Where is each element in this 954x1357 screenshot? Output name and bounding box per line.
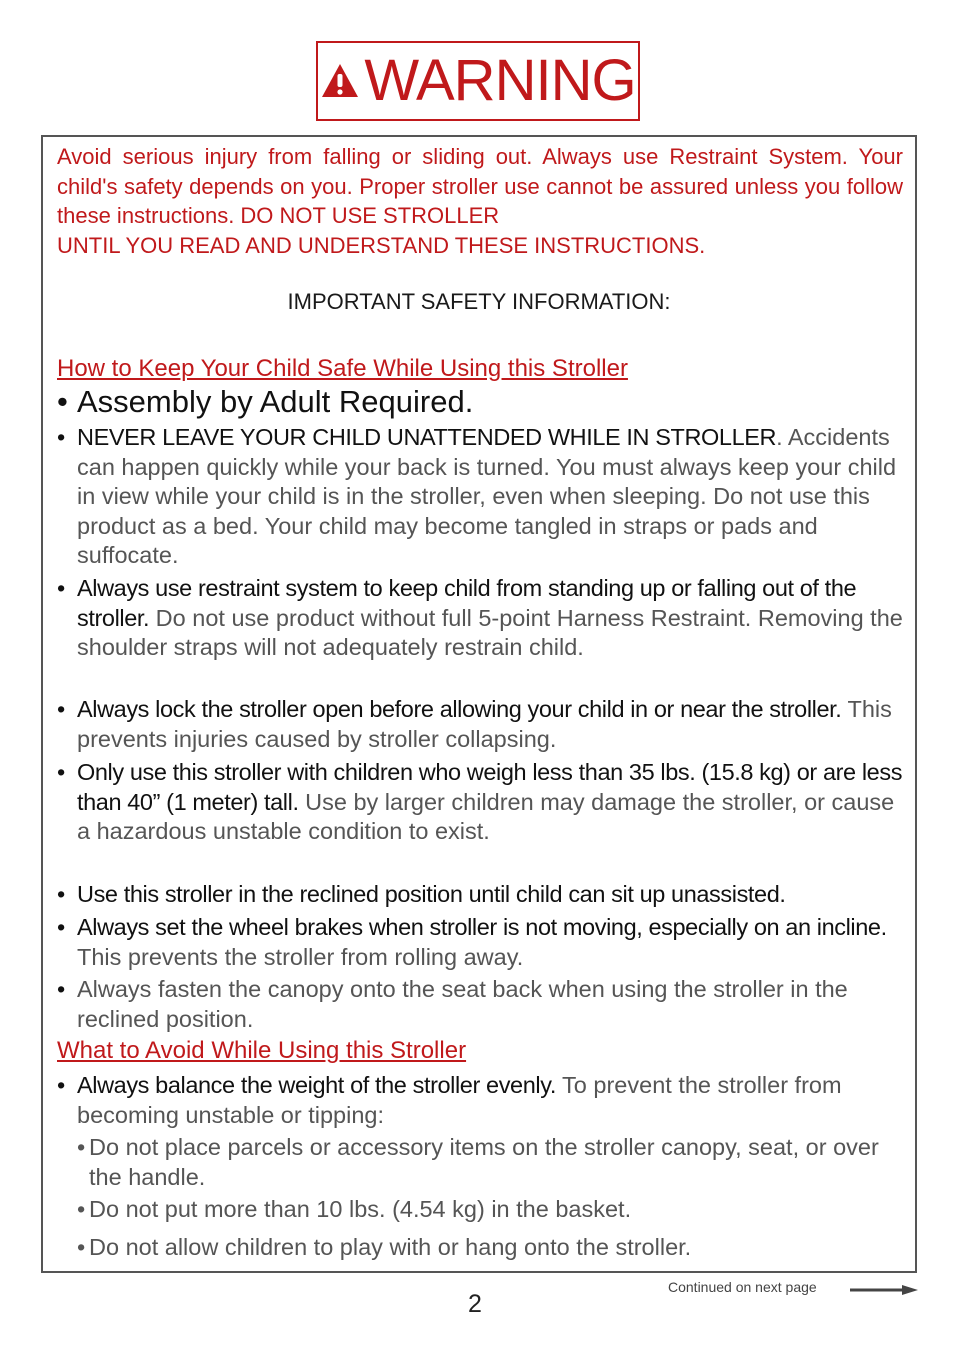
intro-last-line: UNTIL YOU READ AND UNDERSTAND THESE INSTRUCTIONS. [57, 232, 706, 258]
bullet-assembly [57, 385, 907, 419]
bullet-never-leave [57, 423, 907, 571]
bullet-balance [57, 1071, 907, 1130]
bullet-strong: Always lock the stroller open before allowing your child in or near the stroller. [77, 696, 842, 722]
bullet-brakes [57, 913, 907, 972]
bullet-dot: • [77, 1134, 86, 1160]
bullet-text: Use by larger children may damage the stroller, or cause a hazardous unstable condition to exist. [77, 788, 895, 844]
bullet-strong: NEVER LEAVE YOUR CHILD UNATTENDED WHILE IN STROLLER [77, 424, 777, 450]
bullet-strong: Always use restraint system to keep child from standing up or falling out of the stroller. [77, 575, 857, 631]
bullet-strong: Always balance the weight of the stroller evenly. [77, 1072, 556, 1098]
bullet-dot: • [57, 384, 68, 419]
bullet-text: Do not allow children to play with or hang onto the stroller. [89, 1234, 692, 1260]
bullet-strong: Always set the wheel brakes when stroller is not moving, especially on an incline. [77, 914, 887, 940]
bullet-dot: • [57, 1072, 66, 1098]
bullet-dot: • [77, 1234, 86, 1260]
safety-panel [41, 135, 917, 1273]
bullet-dot: • [57, 914, 66, 940]
intro-text: Avoid serious injury from falling or sliding out. Always use Restraint System. Your child's safety depends on you. Proper stroller use cannot be assured unless you follow these instructions. DO NOT USE STROLLER [57, 144, 903, 228]
section-heading-keep-safe: How to Keep Your Child Safe While Using this Stroller [57, 355, 628, 382]
bullet-reclined [57, 880, 907, 910]
bullet-dot: • [57, 759, 66, 785]
intro-paragraph [57, 142, 903, 260]
bullet-weight-limit [57, 758, 907, 847]
bullet-text: Do not use product without full 5-point Harness Restraint. Removing the shoulder straps will not adequately restrain child. [77, 604, 903, 660]
section-heading-avoid: What to Avoid While Using this Stroller [57, 1037, 467, 1064]
warning-title: WARNING [364, 48, 636, 113]
bullet-text: Always fasten the canopy onto the seat back when using the stroller in the reclined position. [77, 976, 848, 1032]
bullet-dot: • [77, 1196, 86, 1222]
warning-banner [316, 41, 640, 121]
warning-triangle-icon [320, 61, 360, 101]
continued-note: Continued on next page [668, 1279, 817, 1295]
arrow-right-icon [850, 1284, 920, 1296]
bullet-text: This prevents the stroller from rolling away. [77, 943, 524, 970]
bullet-dot: • [57, 696, 66, 722]
bullet-dot: • [57, 575, 66, 601]
page-number: 2 [468, 1290, 482, 1318]
bullet-restraint [57, 574, 907, 663]
bullet-strong: Use this stroller in the reclined position until child can sit up unassisted. [77, 881, 786, 907]
sub-bullet-basket [77, 1195, 897, 1225]
important-safety-heading: IMPORTANT SAFETY INFORMATION: [287, 289, 671, 314]
sub-bullet-hang [77, 1233, 897, 1263]
bullet-text: Assembly by Adult Required. [77, 384, 474, 419]
bullet-text: This prevents injuries caused by stroller collapsing. [77, 696, 892, 752]
bullet-text: To prevent the stroller from becoming unstable or tipping: [77, 1072, 842, 1128]
bullet-canopy [57, 975, 907, 1034]
bullet-dot: • [57, 881, 66, 907]
bullet-text: Do not put more than 10 lbs. (4.54 kg) in the basket. [89, 1196, 632, 1222]
bullet-dot: • [57, 424, 66, 450]
bullet-text: Do not place parcels or accessory items on the stroller canopy, seat, or over the handle. [89, 1134, 879, 1190]
bullet-dot: • [57, 976, 66, 1002]
bullet-text: . Accidents can happen quickly while your back is turned. You must always keep your child in view while your child is in the stroller, even when sleeping. Do not use this product as a bed. Your child may become tangled in straps or pads and suffocate. [77, 424, 897, 568]
bullet-strong: Only use this stroller with children who weigh less than 35 lbs. (15.8 kg) or are less than 40” (1 meter) tall. [77, 759, 903, 815]
sub-bullet-parcels [77, 1133, 897, 1192]
bullet-lock-open [57, 695, 907, 754]
